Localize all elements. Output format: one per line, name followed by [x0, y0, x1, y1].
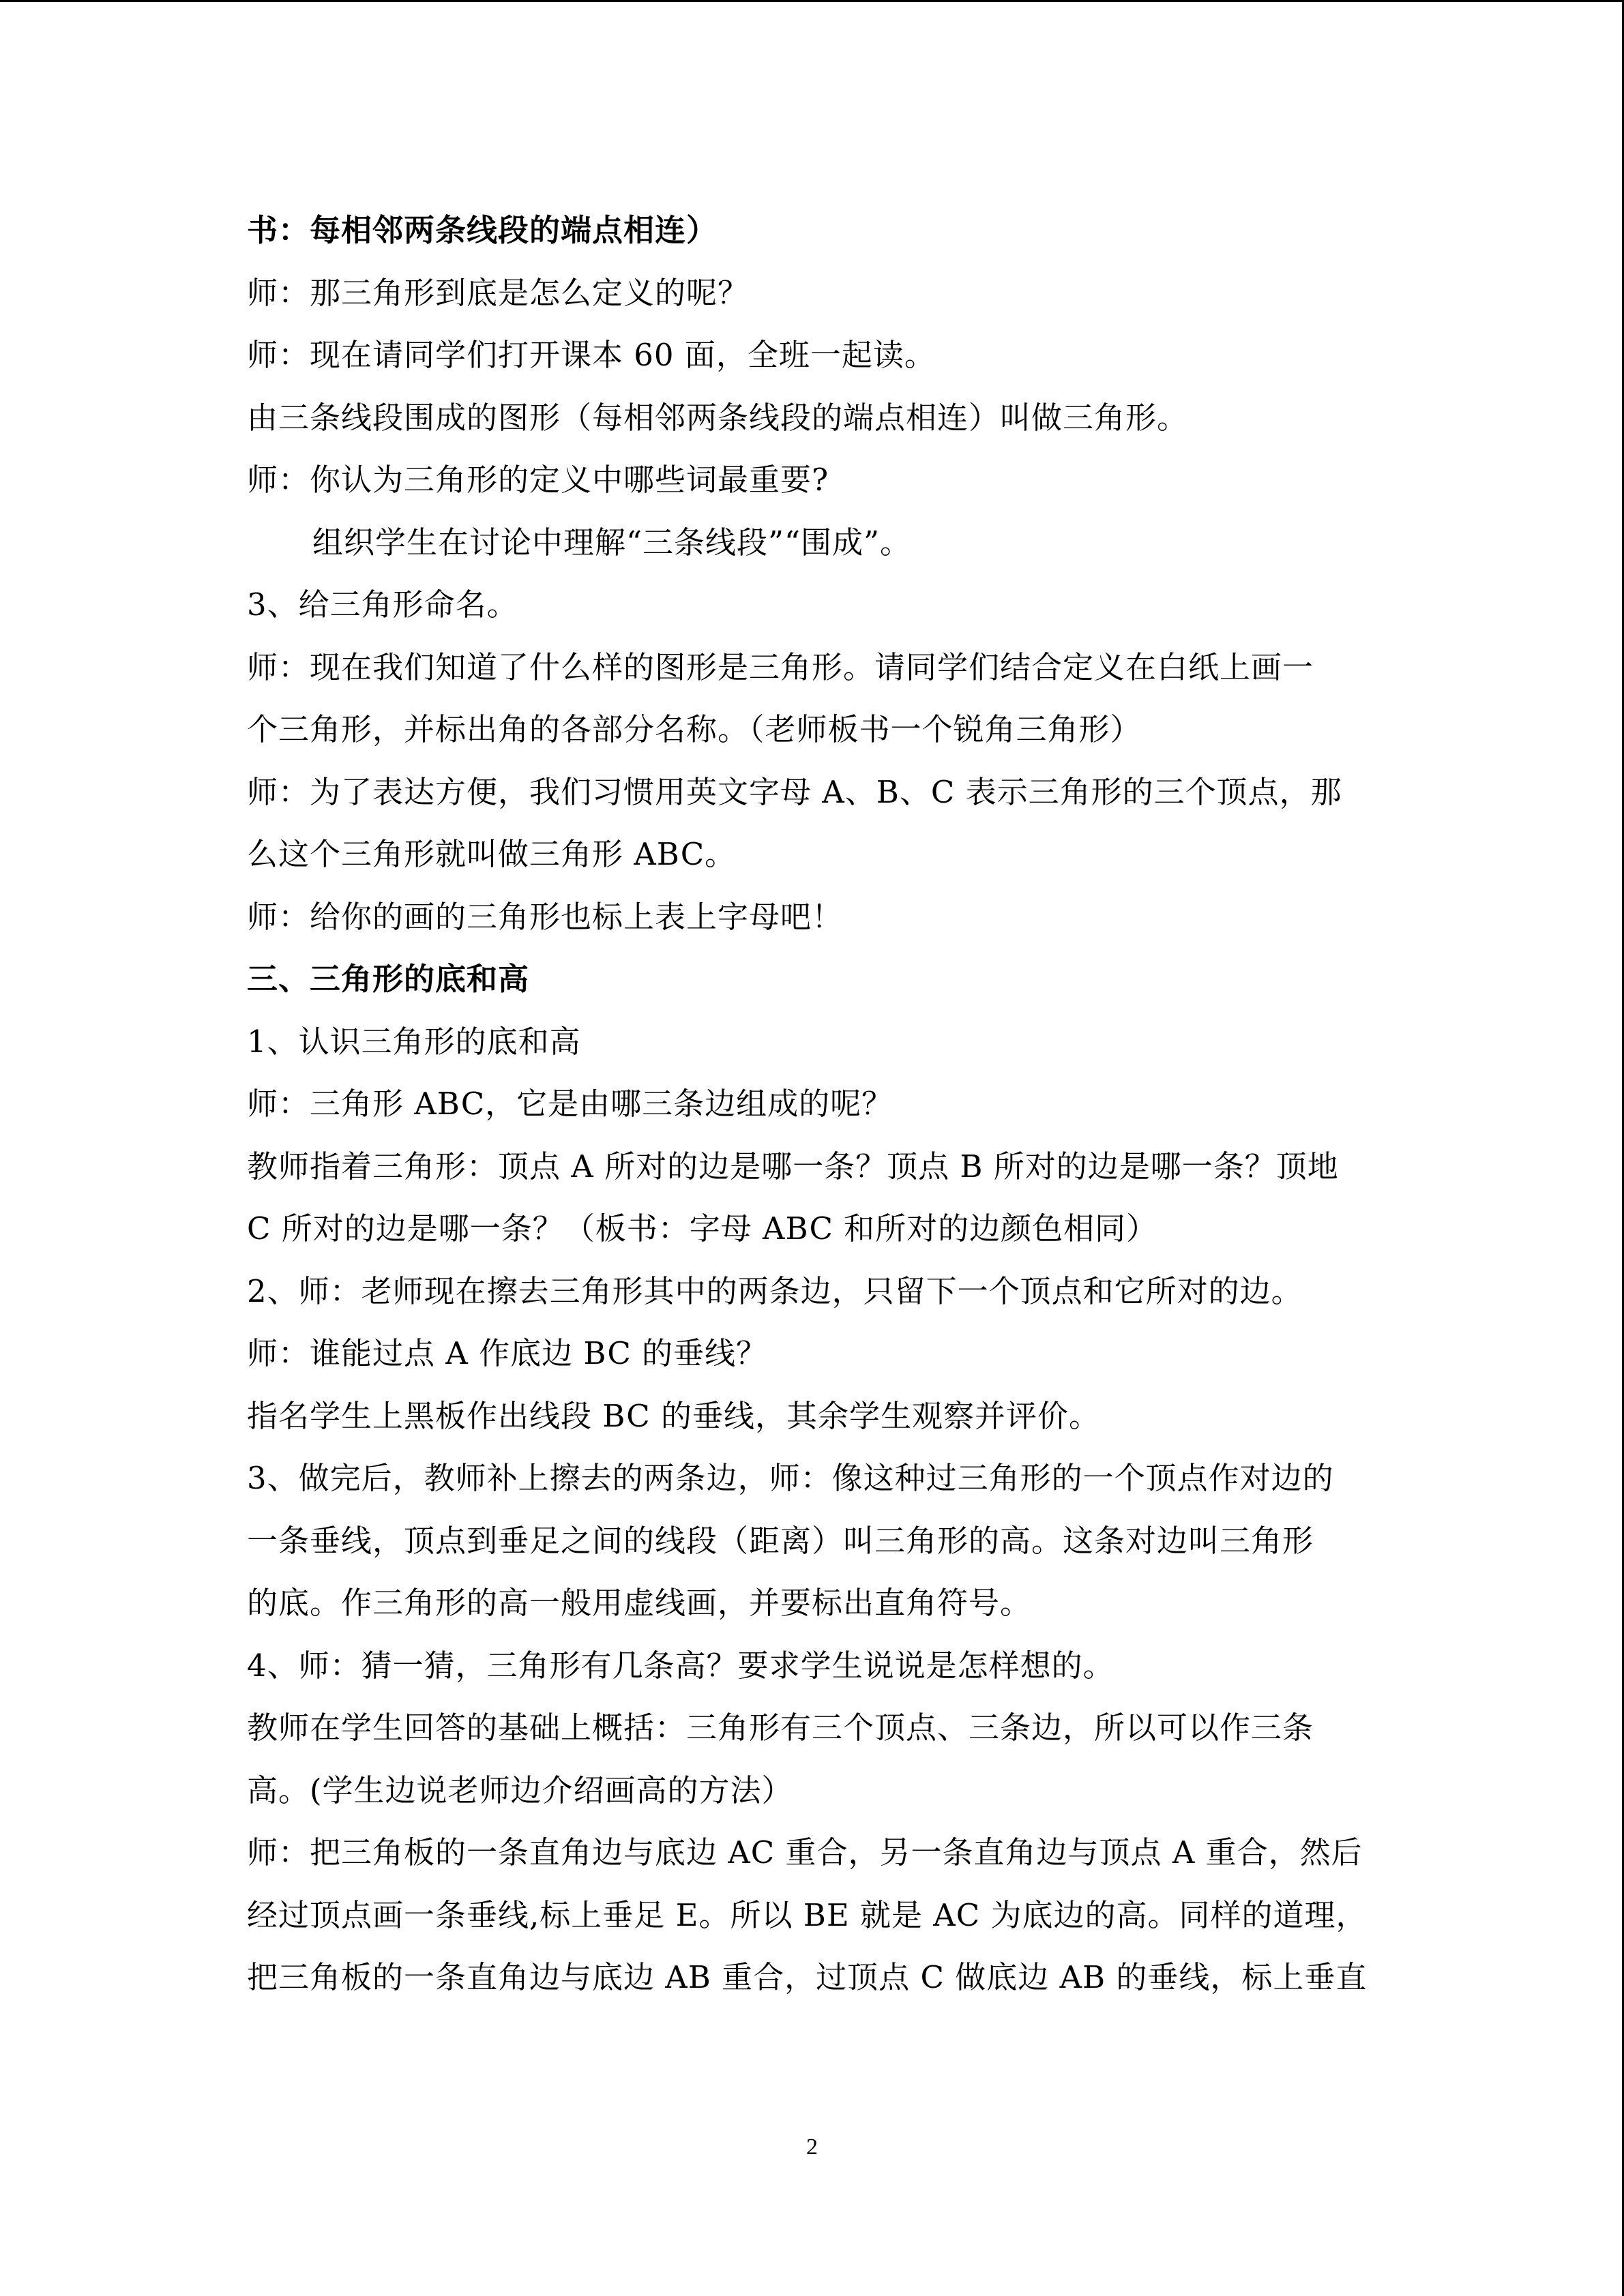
- text-line-11: 么这个三角形就叫做三角形 ABC。: [247, 836, 737, 872]
- text-line-4: 由三条线段围成的图形（每相邻两条线段的端点相连）叫做三角形。: [247, 399, 1189, 436]
- text-line-27: 师：把三角板的一条直角边与底边 AC 重合，另一条直角边与顶点 A 重合，然后: [247, 1834, 1363, 1870]
- text-line-3: 师：现在请同学们打开课本 60 面，全班一起读。: [247, 337, 936, 373]
- text-line-14: 1、认识三角形的底和高: [247, 1023, 581, 1060]
- text-line-18: 2、师：老师现在擦去三角形其中的两条边，只留下一个顶点和它所对的边。: [247, 1272, 1303, 1309]
- text-line-7: 3、给三角形命名。: [247, 586, 518, 623]
- section-heading: 三、三角形的底和高: [247, 961, 530, 997]
- text-line-10: 师：为了表达方便，我们习惯用英文字母 A、B、C 表示三角形的三个顶点，那: [247, 773, 1342, 810]
- text-line-21: 3、做完后，教师补上擦去的两条边，师：像这种过三角形的一个顶点作对边的: [247, 1460, 1334, 1496]
- text-line-17: C 所对的边是哪一条？（板书：字母 ABC 和所对的边颜色相同）: [247, 1210, 1158, 1247]
- text-line-25: 教师在学生回答的基础上概括：三角形有三个顶点、三条边，所以可以作三条: [247, 1710, 1314, 1746]
- text-line-24: 4、师：猜一猜，三角形有几条高？要求学生说说是怎样想的。: [247, 1647, 1114, 1684]
- page-number: 2: [806, 2134, 818, 2160]
- text-line-28: 经过顶点画一条垂线,标上垂足 E。所以 BE 就是 AC 为底边的高。同样的道理，: [247, 1896, 1368, 1933]
- text-line-2: 师：那三角形到底是怎么定义的呢？: [247, 274, 750, 311]
- text-line-20: 指名学生上黑板作出线段 BC 的垂线，其余学生观察并评价。: [247, 1397, 1100, 1434]
- text-line-12: 师：给你的画的三角形也标上表上字母吧！: [247, 898, 844, 935]
- text-line-8: 师：现在我们知道了什么样的图形是三角形。请同学们结合定义在白纸上画一: [247, 648, 1314, 685]
- text-line-19: 师：谁能过点 A 作底边 BC 的垂线？: [247, 1335, 768, 1371]
- text-line-9: 个三角形，并标出角的各部分名称。（老师板书一个锐角三角形）: [247, 711, 1142, 747]
- text-line-5: 师：你认为三角形的定义中哪些词最重要?: [247, 462, 829, 498]
- text-line-1: 书：每相邻两条线段的端点相连）: [247, 212, 718, 248]
- text-line-15: 师：三角形 ABC，它是由哪三条边组成的呢？: [247, 1086, 894, 1122]
- page-border-top: [0, 0, 1624, 2]
- document-body: [247, 199, 1379, 2009]
- text-line-16: 教师指着三角形：顶点 A 所对的边是哪一条？顶点 B 所对的边是哪一条？顶地: [247, 1148, 1339, 1184]
- text-line-6: 组织学生在讨论中理解“三条线段”“围成”。: [312, 524, 912, 561]
- text-line-22: 一条垂线，顶点到垂足之间的线段（距离）叫三角形的高。这条对边叫三角形: [247, 1522, 1314, 1559]
- text-line-29: 把三角板的一条直角边与底边 AB 重合，过顶点 C 做底边 AB 的垂线，标上垂直: [247, 1959, 1368, 1995]
- text-line-23: 的底。作三角形的高一般用虚线画，并要标出直角符号。: [247, 1585, 1032, 1621]
- text-line-26: 高。(学生边说老师边介绍画高的方法）: [247, 1772, 793, 1808]
